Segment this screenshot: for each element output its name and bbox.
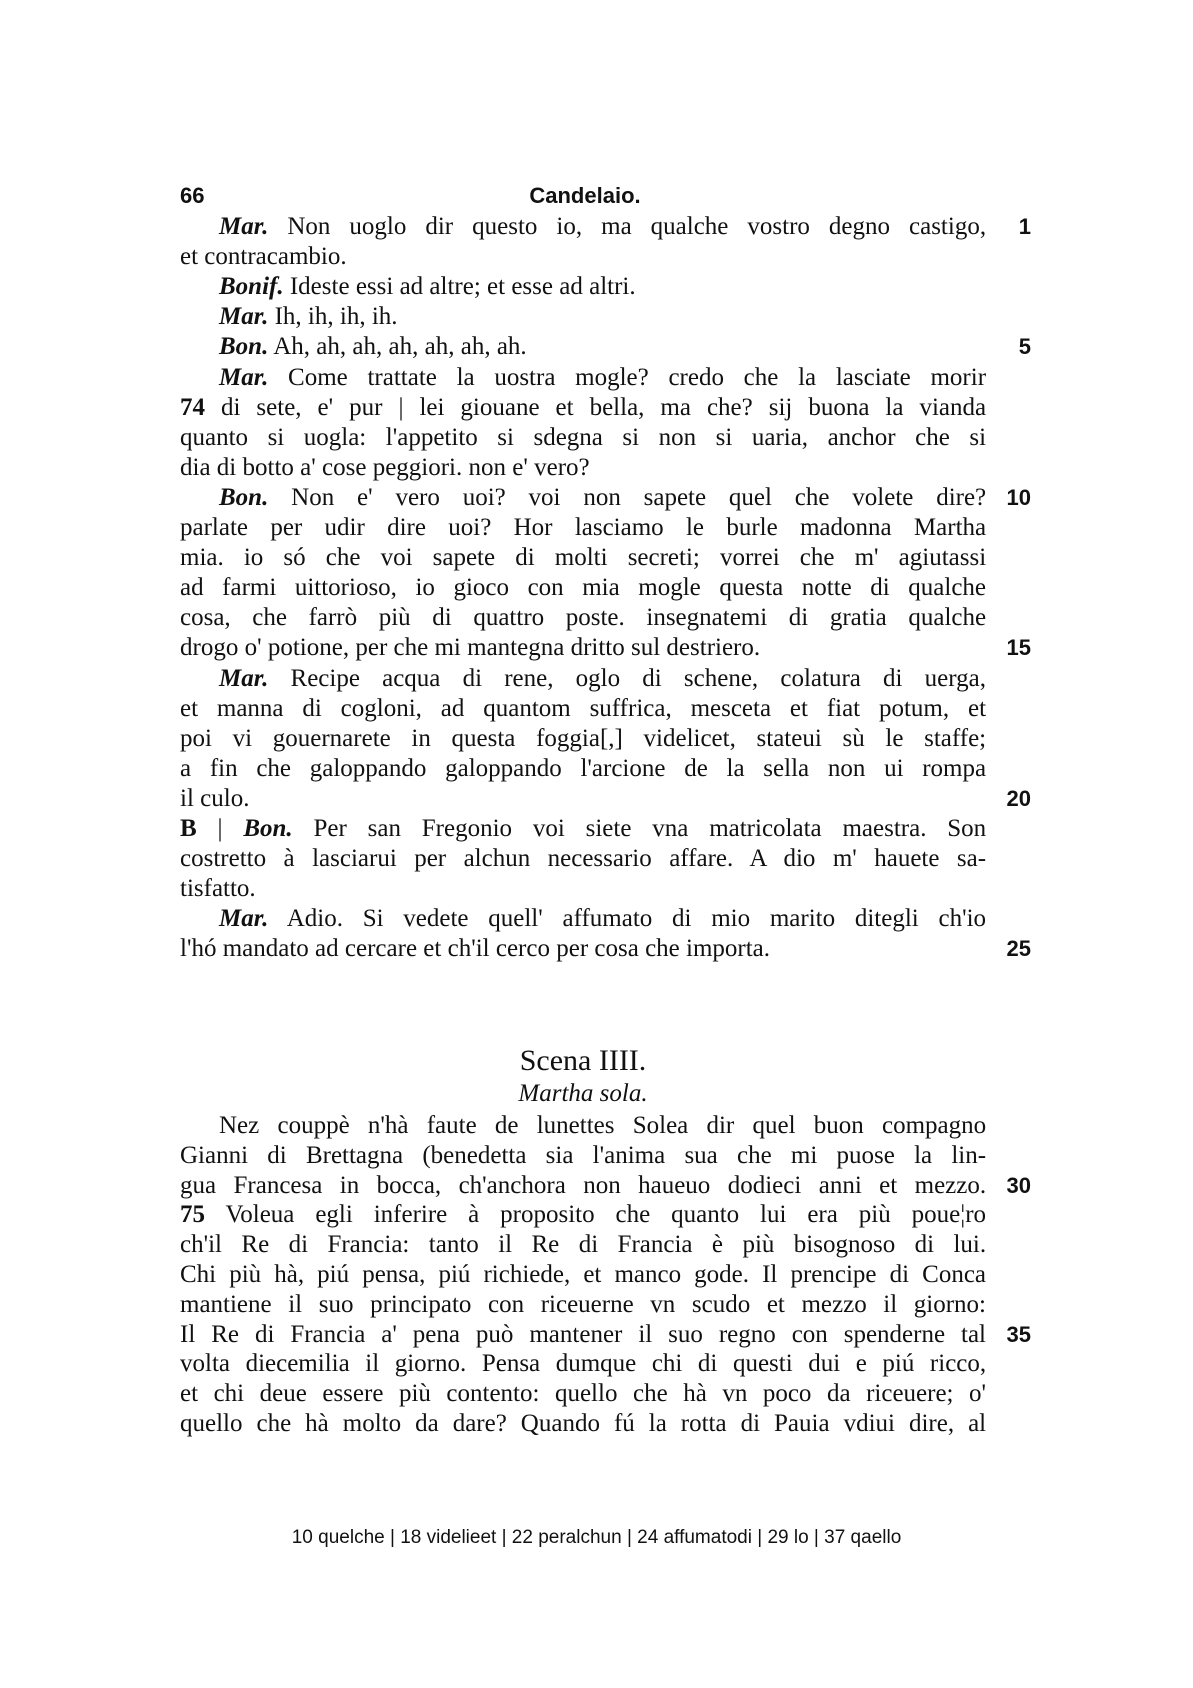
text-line: Mar. Come trattate la uostra mogle? credo che la lasciate morir: [219, 363, 987, 391]
text-line: l'hó mandato ad cercare et ch'il cerco per cosa che importa.: [180, 935, 771, 963]
text-line: dia di botto a' cose peggiori. non e' vero?: [180, 453, 590, 481]
text-line: ch'il Re di Francia: tanto il Re di Francia è più bisognoso di lui.: [180, 1231, 987, 1259]
text-line: Chi più hà, piú pensa, piú richiede, et manco gode. Il prencipe di Conca: [180, 1261, 987, 1288]
footnotes: 10 quelche | 18 videlieet | 22 peralchun | 24 affumatodi | 29 lo | 37 qaello: [291, 1527, 902, 1548]
text-line: drogo o' potione, per che mi mantegna dritto sul destriero.: [180, 634, 761, 662]
running-title: Candelaio.: [529, 183, 641, 208]
text-line: volta diecemilia il giorno. Pensa dumque chi di questi dui e piú ricco,: [180, 1350, 987, 1378]
line-number: 20: [1006, 786, 1031, 811]
line-number: 30: [1006, 1173, 1031, 1198]
text-line: Bon. Non e' vero uoi? voi non sapete quel che volete dire?: [219, 483, 987, 511]
text-line: et chi deue essere più contento: quello che hà vn poco da riceuere; o': [180, 1380, 987, 1408]
text-line: et manna di cogloni, ad quantom suffrica, mesceta et fiat potum, et: [180, 694, 987, 722]
text-line: B | Bon. Per san Fregonio voi siete vna matricolata maestra. Son: [180, 815, 987, 842]
text-line: gua Francesa in bocca, ch'anchora non haueuo dodieci anni et mezzo.: [180, 1171, 987, 1199]
line-number: 1: [1018, 214, 1031, 239]
text-line: Mar. Ih, ih, ih, ih.: [219, 303, 398, 331]
text-line: il culo.: [180, 784, 250, 812]
text-line: Mar. Non uoglo dir questo io, ma qualche vostro degno castigo,: [219, 213, 987, 240]
text-line: Mar. Adio. Si vedete quell' affumato di mio marito ditegli ch'io: [219, 905, 987, 933]
text-line: ad farmi uittorioso, io gioco con mia mogle questa notte di qualche: [180, 574, 987, 602]
text-line: 74 di sete, e' pur | lei giouane et bella, ma che? sij buona la vianda: [180, 393, 987, 421]
text-line: mia. io só che voi sapete di molti secreti; vorrei che m' agiutassi: [180, 544, 987, 572]
text-line: quello che hà molto da dare? Quando fú la rotta di Pauia vdiui dire, al: [180, 1410, 987, 1437]
text-line: cosa, che farrò più di quattro poste. insegnatemi di gratia qualche: [180, 604, 987, 632]
text-line: 75 Voleua egli inferire à proposito che quanto lui era più poue¦ro: [180, 1201, 987, 1229]
text-line: a fin che galoppando galoppando l'arcione de la sella non ui rompa: [180, 754, 987, 782]
text-line: et contracambio.: [180, 243, 347, 271]
page-number: 66: [180, 183, 205, 208]
line-number: 5: [1018, 334, 1031, 359]
text-line: tisfatto.: [180, 875, 256, 903]
text-line: poi vi gouernarete in questa foggia[,] videlicet, stateui sù le staffe;: [180, 724, 987, 752]
scene-heading: Scena IIII.: [519, 1044, 647, 1077]
text-line: Bon. Ah, ah, ah, ah, ah, ah, ah.: [219, 333, 527, 361]
text-line: mantiene il suo principato con riceuerne vn scudo et mezzo il giorno:: [180, 1290, 986, 1318]
line-number: 35: [1006, 1322, 1031, 1347]
scene-subtitle: Martha sola.: [518, 1080, 648, 1107]
text-line: Gianni di Brettagna (benedetta sia l'anima sua che mi puose la lin-: [180, 1141, 987, 1169]
text-line: Bonif. Ideste essi ad altre; et esse ad altri.: [219, 273, 636, 301]
text-line: costretto à lasciarui per alchun necessario affare. A dio m' hauete sa-: [180, 845, 987, 873]
line-number: 25: [1006, 936, 1031, 961]
text-line: Mar. Recipe acqua di rene, oglo di schene, colatura di uerga,: [219, 664, 986, 692]
text-line: quanto si uogla: l'appetito si sdegna si non si uaria, anchor che si: [180, 423, 987, 451]
text-line: parlate per udir dire uoi? Hor lasciamo le burle madonna Martha: [180, 514, 987, 541]
line-number: 10: [1006, 485, 1031, 510]
text-line: Nez couppè n'hà faute de lunettes Solea dir quel buon compagno: [219, 1112, 987, 1139]
text-line: Il Re di Francia a' pena può mantener il suo regno con spenderne tal: [180, 1320, 987, 1348]
line-number: 15: [1006, 635, 1031, 660]
